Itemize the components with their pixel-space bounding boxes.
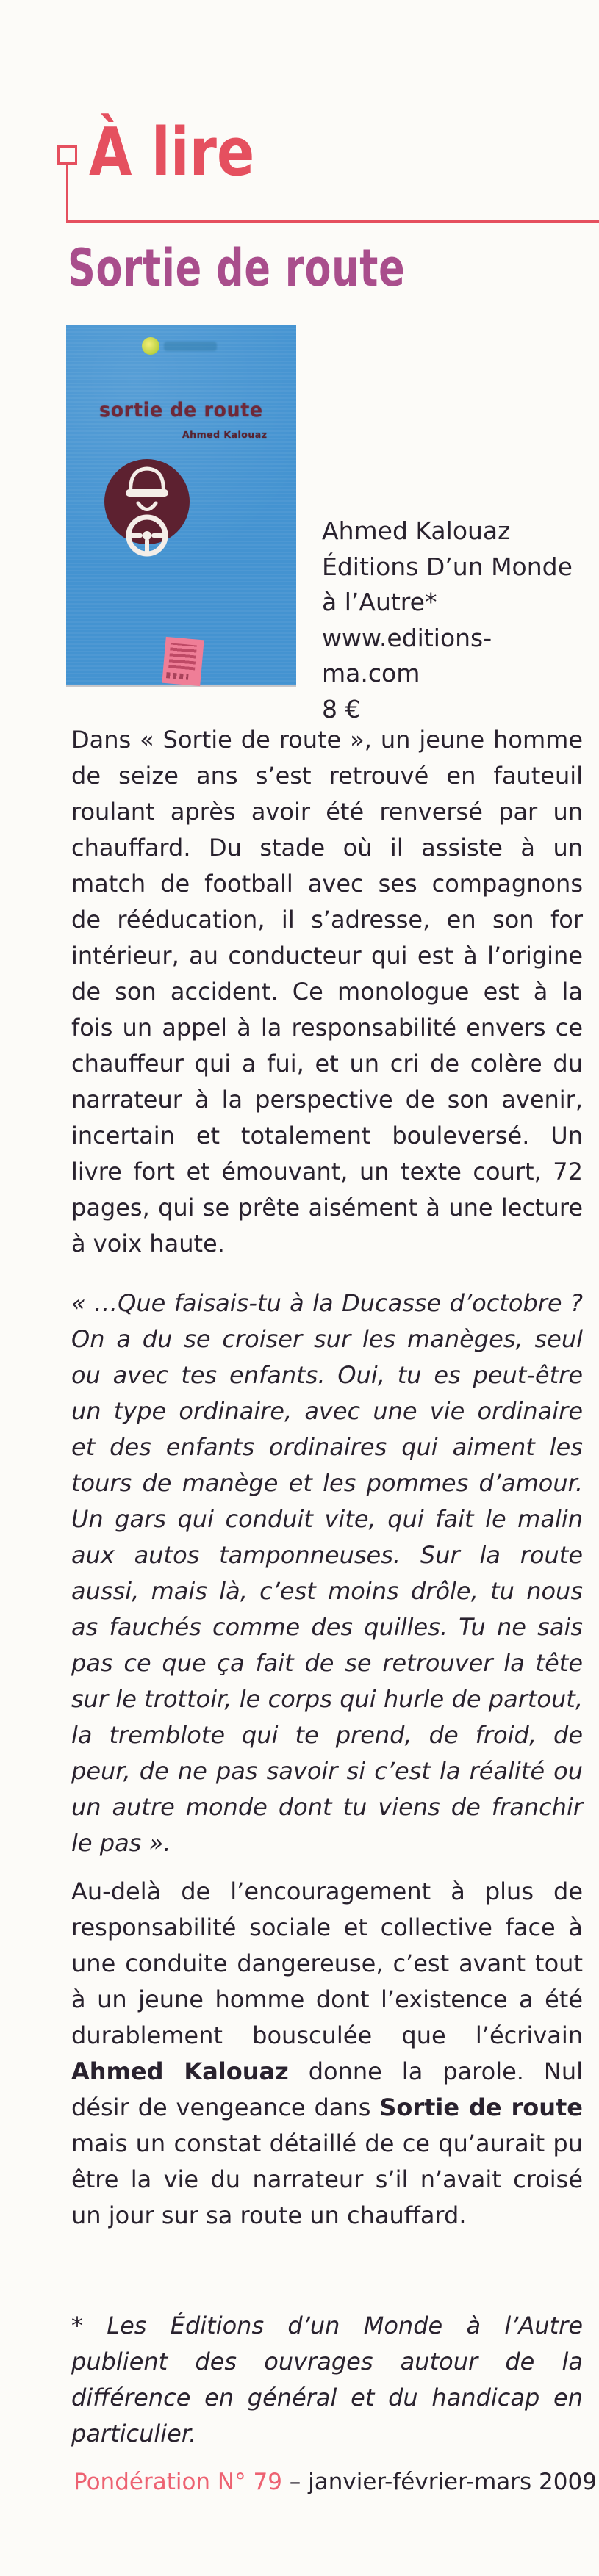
cover-title: sortie de route bbox=[99, 399, 263, 422]
section-rule-horizontal bbox=[66, 220, 599, 223]
book-website: www.editions-ma.com bbox=[322, 623, 492, 688]
publisher-logo bbox=[142, 336, 226, 358]
book-publisher-line2: à l’Autre* bbox=[322, 588, 437, 616]
p3-text-3: mais un constat détaillé de ce qu’aurait pu être la vie du narrateur s’il n’avait croisé un jour sur sa route un chauffard. bbox=[71, 2129, 583, 2229]
review-paragraph-2 bbox=[71, 1874, 583, 2234]
magazine-name: Pondération N° 79 bbox=[73, 2469, 282, 2495]
book-info bbox=[322, 513, 587, 727]
book-cover bbox=[66, 325, 296, 685]
review-paragraph-1: Dans « Sortie de route », un jeune homme de seize ans s’est retrouvé en fauteuil roulant après avoir été renversé par un chauffard. Du stade où il assiste à un match de football avec ses compagnons de rééducation, il s’adresse, en son for intérieur, au conducteur qui est à l’origine de son accident. Ce monologue est à la fois un appel à la responsabilité envers ce chauffeur qui a fui, et un cri de colère du narrateur à la perspective de son avenir, incertain et totalement bouleversé. Un livre fort et émouvant, un texte court, 72 pages, qui se prête aisément à une lecture à voix haute. bbox=[71, 726, 583, 1258]
section-title: À lire bbox=[89, 114, 255, 191]
article-title: Sortie de route bbox=[68, 238, 406, 298]
issue-date: – janvier-février-mars 2009 bbox=[289, 2469, 597, 2495]
sticker-scribbles-2 bbox=[166, 672, 189, 680]
publisher-logo-icon bbox=[142, 337, 159, 355]
publisher-logo-text-smudge bbox=[164, 342, 217, 351]
publisher-footnote: * Les Éditions d’un Monde à l’Autre publient des ouvrages autour de la différence en général et du handicap en particulier. bbox=[71, 2312, 583, 2447]
p3-title-bold: Sortie de route bbox=[379, 2093, 584, 2121]
p3-text-1: Au-delà de l’encouragement à plus de responsabilité sociale et collective face à une conduite dangereuse, c’est avant tout à un jeune homme dont l’existence a été durablement bousculée que l’écrivain bbox=[71, 1877, 583, 2049]
page-footer bbox=[73, 2469, 597, 2495]
book-excerpt-quote: « …Que faisais-tu à la Ducasse d’octobre ? On a du se croiser sur les manèges, seul ou avec tes enfants. Oui, tu es peut-être un type ordinaire, avec une vie ordinaire et des enfants ordinaires qui aiment les tours de manège et les pommes d’amour. Un gars qui conduit vite, qui fait le malin aux autos tamponneuses. Sur la route aussi, mais là, c’est moins drôle, tu nous as fauchés comme des quilles. Tu ne sais pas ce que ça fait de se retrouver la tête sur le trottoir, le corps qui hurle de partout, la tremblote qui te prend, de froid, de peur, de ne pas savoir si c’est la réalité ou un autre monde dont tu viens de franchir le pas ». bbox=[71, 1289, 583, 1857]
cover-illustration bbox=[94, 447, 201, 561]
p3-text-2: donne la parole. Nul désir de vengeance dans bbox=[71, 2057, 584, 2121]
book-author: Ahmed Kalouaz bbox=[322, 516, 511, 545]
book-publisher-line1: Éditions D’un Monde bbox=[322, 552, 573, 581]
section-rule-vertical bbox=[66, 162, 68, 222]
sticker-scribbles bbox=[168, 643, 197, 670]
cover-author: Ahmed Kalouaz bbox=[182, 429, 268, 440]
book-price: 8 € bbox=[322, 694, 361, 724]
price-sticker bbox=[162, 637, 204, 686]
p3-author-bold: Ahmed Kalouaz bbox=[71, 2057, 289, 2085]
